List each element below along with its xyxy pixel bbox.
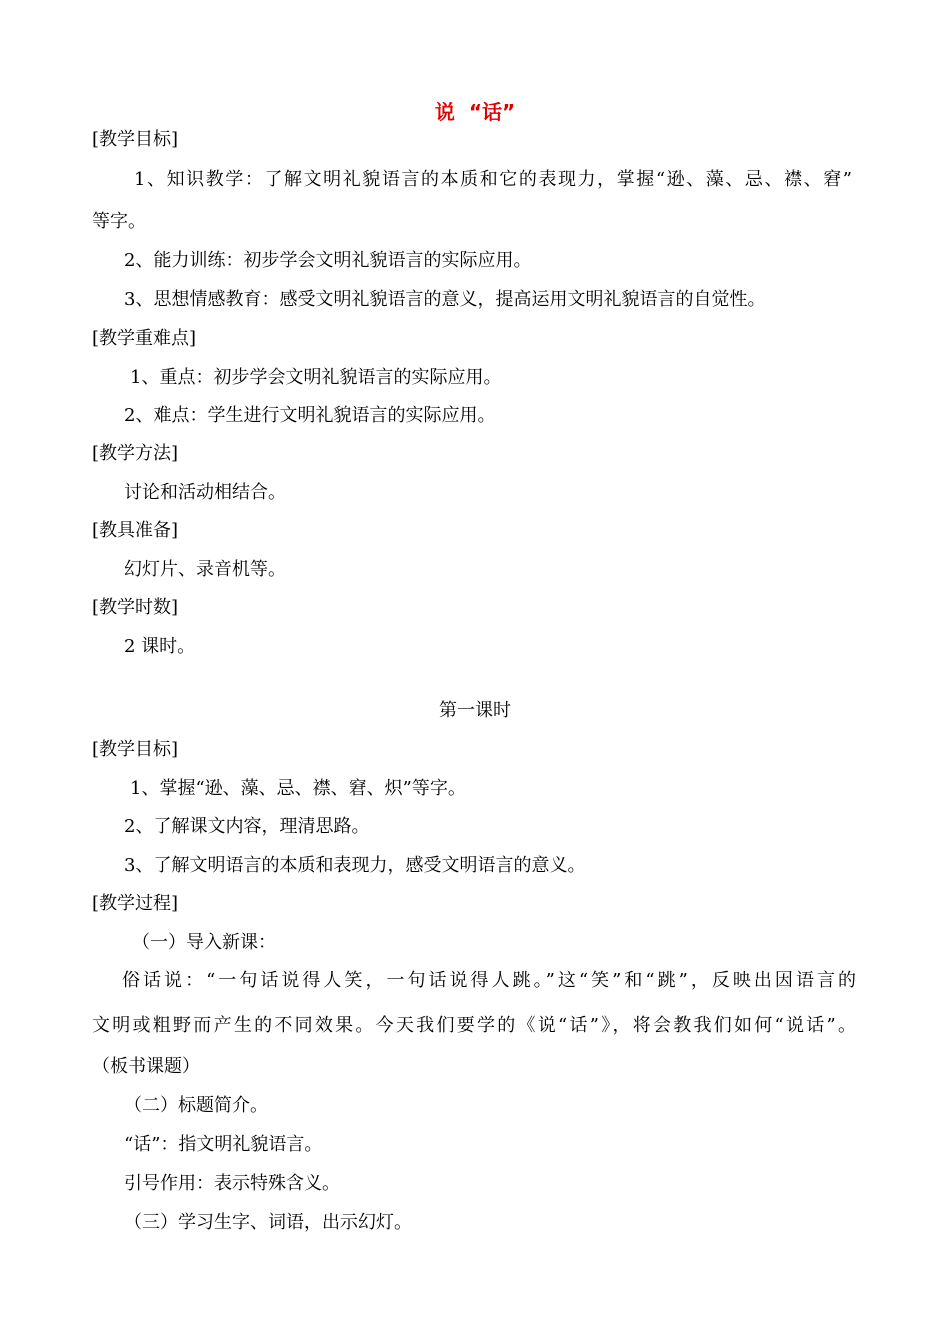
hours-text: 2 课时。 [124,636,196,657]
lesson-goal-3: 3、了解文明语言的本质和表现力，感受文明语言的意义。 [124,855,586,876]
process-step-3: （三）学习生字、词语，出示幻灯。 [124,1212,412,1233]
section-heading-hours: [教学时数] [92,597,179,618]
section-heading-lesson-goals: [教学目标] [92,739,179,760]
section-heading-key-points: [教学重难点] [92,328,197,349]
process-step-2-definition: “话”：指文明礼貌语言。 [124,1134,323,1155]
section-heading-process: [教学过程] [92,893,179,914]
lesson-goal-2: 2、了解课文内容，理清思路。 [124,816,370,837]
process-paragraph-line-1: 俗话说：“一句话说得人笑，一句话说得人跳。”这“笑”和“跳”，反映出因语言的 [122,970,856,991]
goal-item-3: 3、思想情感教育：感受文明礼貌语言的意义，提高运用文明礼貌语言的自觉性。 [124,289,766,310]
process-step-2-quotes: 引号作用：表示特殊含义。 [124,1173,340,1194]
lesson-goal-1: 1、掌握“逊、藻、忌、襟、窘、炽”等字。 [130,778,466,799]
section-heading-tools: [教具准备] [92,520,179,541]
goal-item-2: 2、能力训练：初步学会文明礼貌语言的实际应用。 [124,250,532,271]
section-heading-method: [教学方法] [92,443,179,464]
key-point-2: 2、难点：学生进行文明礼貌语言的实际应用。 [124,405,496,426]
lesson-1-title: 第一课时 [439,700,511,721]
process-paragraph-line-2: 文明或粗野而产生的不同效果。今天我们要学的《说“话”》，将会教我们如何“说话”。 [92,1015,856,1036]
goal-item-1: 1、知识教学：了解文明礼貌语言的本质和它的表现力，掌握“逊、藻、忌、襟、窘” [134,169,852,190]
key-point-1: 1、重点：初步学会文明礼貌语言的实际应用。 [130,367,502,388]
tools-text: 幻灯片、录音机等。 [124,559,286,580]
section-heading-teaching-goals: [教学目标] [92,129,179,150]
process-step-1: （一）导入新课： [132,932,276,953]
method-text: 讨论和活动相结合。 [124,482,286,503]
process-paragraph-line-3: （板书课题） [92,1056,200,1077]
process-step-2: （二）标题简介。 [124,1095,268,1116]
document-title: 说 “话” [434,100,516,124]
goal-item-1-continued: 等字。 [92,211,146,232]
